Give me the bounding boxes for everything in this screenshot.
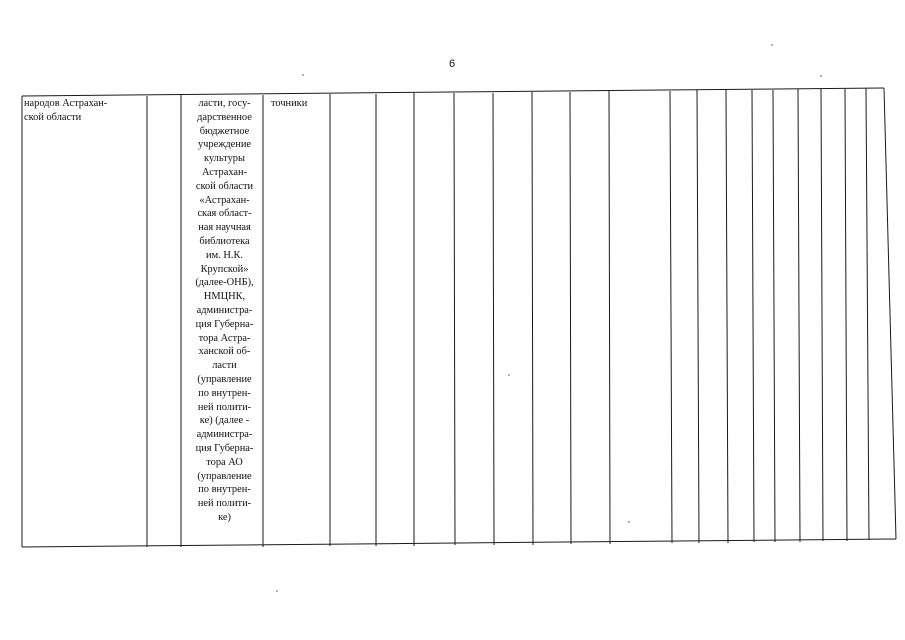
scan-speck <box>276 590 278 592</box>
cell-region <box>24 97 107 125</box>
cell-line: ской области <box>24 111 82 123</box>
cell-line: ная научная <box>198 222 251 234</box>
cell-line: ханской об- <box>198 346 251 358</box>
cell-line: тора Астра- <box>198 332 251 344</box>
cell-line: ласти <box>212 360 237 372</box>
cell-line: ласти, госу- <box>198 98 251 109</box>
cell-line: «Астрахан- <box>199 194 250 206</box>
cell-line: Крупской» <box>200 263 249 275</box>
cell-line: ция Губерна- <box>195 442 254 454</box>
cell-line: бюджетное <box>199 125 250 137</box>
cell-line: (управление <box>197 470 252 482</box>
cell-line: по внутрен- <box>198 484 251 496</box>
cell-line: библиотека <box>199 235 250 247</box>
cell-line: народов Астрахан- <box>24 98 108 109</box>
cell-line: ней полити- <box>197 401 252 413</box>
cell-organization <box>185 97 264 525</box>
cell-line: ская област- <box>197 208 252 220</box>
cell-line: тора АО <box>206 456 243 468</box>
cell-line: им. Н.К. <box>206 249 243 261</box>
scan-speck <box>820 75 822 77</box>
cell-line: точники <box>271 98 308 109</box>
cell-line: по внутрен- <box>198 387 251 399</box>
cell-line: ке) <box>218 511 231 523</box>
scan-speck <box>302 74 304 76</box>
scan-speck <box>628 521 630 523</box>
page-number: 6 <box>449 58 456 70</box>
cell-line: ке) (далее - <box>199 415 250 427</box>
cell-line: ней полити- <box>197 498 252 510</box>
cell-line: администра- <box>196 304 253 316</box>
cell-indicator <box>271 97 307 111</box>
cell-line: Астрахан- <box>201 166 248 178</box>
cell-line: ция Губерна- <box>195 318 254 330</box>
scan-speck <box>771 44 773 46</box>
cell-line: дарственное <box>197 111 252 123</box>
cell-line: НМЦНК, <box>203 291 246 303</box>
scan-speck <box>508 374 510 376</box>
cell-line: учреждение <box>197 139 252 151</box>
cell-line: ской области <box>195 180 254 192</box>
cell-line: (управление <box>197 373 252 385</box>
cell-line: администра- <box>196 429 253 441</box>
cell-line: (далее-ОНБ), <box>195 277 254 289</box>
cell-line: культуры <box>204 153 245 165</box>
